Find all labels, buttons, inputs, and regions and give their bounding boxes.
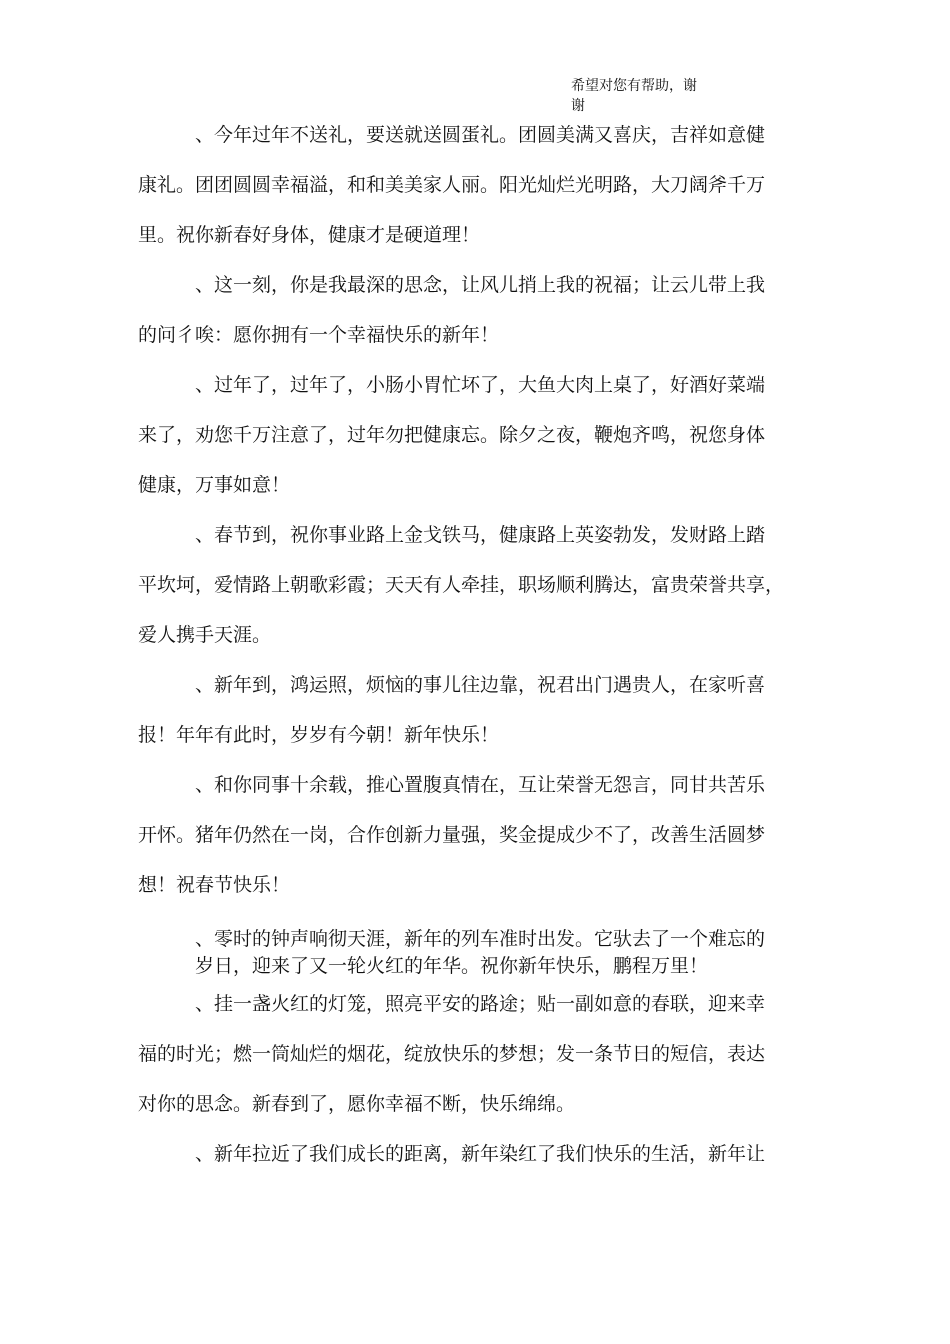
paragraph-2: 、这一刻，你是我最深的思念，让风儿捎上我的祝福；让云儿带上我 的问彳唉：愿你拥有一个幸福快乐的新年！: [138, 274, 766, 346]
header-note: 希望对您有帮助，谢 谢: [571, 78, 697, 114]
paragraph-9: 、新年拉近了我们成长的距离，新年染红了我们快乐的生活，新年让: [138, 1143, 766, 1165]
paragraph-4: 、春节到，祝你事业路上金戈铁马，健康路上英姿勃发，发财路上踏 平坎坷，爱情路上朝歌彩霞；天天有人牵挂，职场顺利腾达，富贵荣誉共享， 爱人携手天涯。: [138, 524, 785, 646]
paragraph-3: 、过年了，过年了，小肠小胃忙坏了，大鱼大肉上桌了，好酒好菜端 来了，劝您千万注意了，过年勿把健康忘。除夕之夜，鞭炮齐鸣，祝您身体 健康，万事如意！: [138, 374, 766, 496]
paragraph-7: 、零时的钟声响彻天涯，新年的列车准时出发。它驮去了一个难忘的 岁日，迎来了又一轮火红的年华。祝你新年快乐，鹏程万里！: [195, 928, 766, 977]
paragraph-6: 、和你同事十余载，推心置腹真情在，互让荣誉无怨言，同甘共苦乐 开怀。猪年仍然在一岗，合作创新力量强，奖金提成少不了，改善生活圆梦 想！祝春节快乐！: [138, 774, 766, 896]
paragraph-8: 、挂一盏火红的灯笼，照亮平安的路途；贴一副如意的春联，迎来幸 福的时光；燃一筒灿烂的烟花，绽放快乐的梦想；发一条节日的短信，表达 对你的思念。新春到了，愿你幸福不断，快乐绵绵。: [138, 993, 766, 1115]
paragraph-1: 、今年过年不送礼，要送就送圆蛋礼。团圆美满又喜庆，吉祥如意健 康礼。团团圆圆幸福溢，和和美美家人丽。阳光灿烂光明路，大刀阔斧千万 里。祝你新春好身体，健康才是硬道理！: [138, 124, 766, 246]
paragraph-5: 、新年到，鸿运照，烦恼的事儿往边靠，祝君出门遇贵人，在家听喜 报！年年有此时，岁岁有今朝！新年快乐！: [138, 674, 766, 746]
